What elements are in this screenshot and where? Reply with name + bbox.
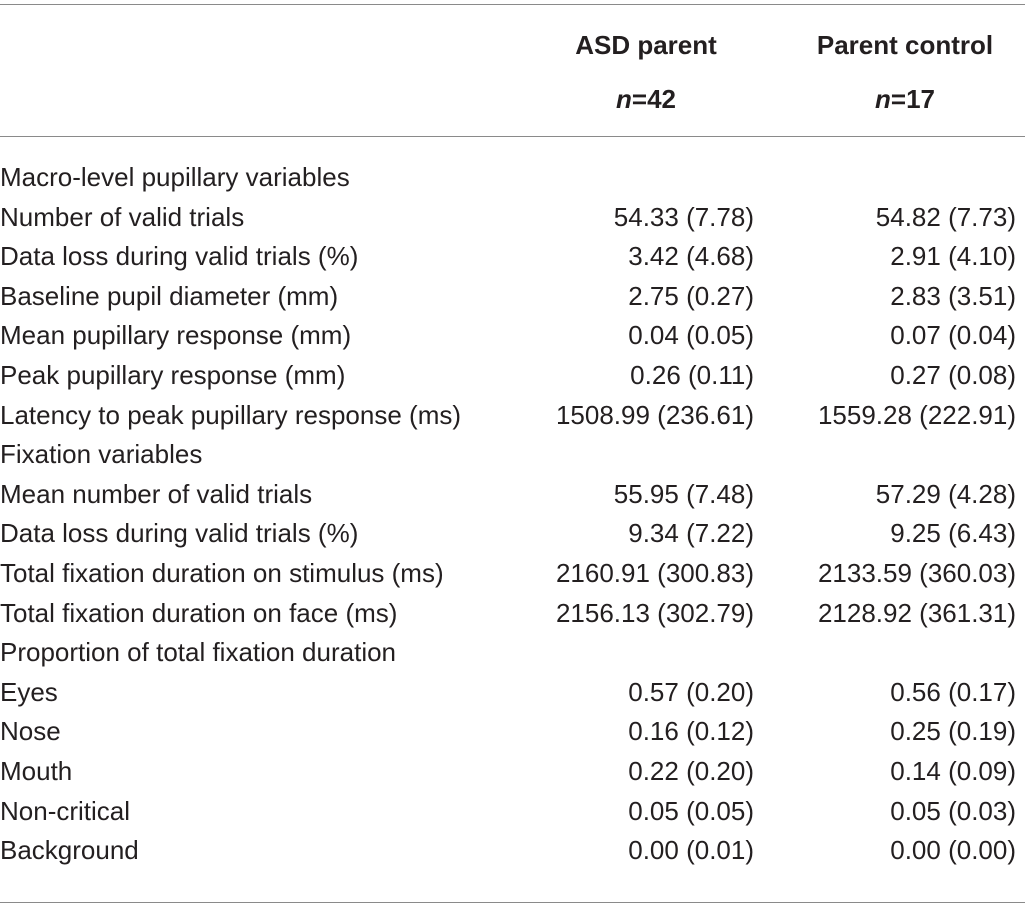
asd-parent-value: 0.26 (0.11) (630, 359, 754, 390)
n-value: =42 (631, 84, 676, 114)
row-label: Macro-level pupillary variables (0, 162, 350, 192)
table-row (0, 158, 1025, 198)
row-label: Fixation variables (0, 439, 203, 470)
n-letter: n (875, 84, 891, 114)
asd-parent-value: 9.34 (7.22) (628, 518, 754, 549)
parent-control-value: 0.07 (0.04) (890, 320, 1016, 351)
row-label: Number of valid trials (0, 201, 245, 232)
table-row (0, 673, 1025, 713)
header-divider-rule (0, 136, 1025, 137)
asd-parent-value: 1508.99 (236.61) (555, 399, 754, 430)
table-row (0, 752, 1025, 792)
table-row (0, 198, 1025, 238)
table-row (0, 316, 1025, 356)
row-label: Non-critical (0, 795, 131, 826)
asd-parent-value: 0.57 (0.20) (628, 676, 754, 707)
column-header-asd-n (540, 72, 752, 126)
parent-control-value: 0.25 (0.19) (890, 716, 1016, 747)
n-value: =17 (890, 84, 935, 114)
n-letter: n (616, 84, 632, 114)
asd-parent-value: 54.33 (7.78) (613, 201, 754, 232)
parent-control-value: 0.05 (0.03) (890, 795, 1016, 826)
column-header-asd-parent (540, 18, 752, 126)
table-top-rule (0, 4, 1025, 5)
table-bottom-rule (0, 902, 1025, 903)
parent-control-value: 2133.59 (360.03) (817, 557, 1016, 588)
row-label: Mouth (0, 755, 73, 786)
row-label: Baseline pupil diameter (mm) (0, 280, 339, 311)
row-label: Total fixation duration on face (ms) (0, 597, 398, 628)
table-row (0, 712, 1025, 752)
row-label: Proportion of total fixation duration (0, 637, 397, 668)
parent-control-value: 57.29 (4.28) (875, 478, 1016, 509)
parent-control-value: 0.14 (0.09) (890, 755, 1016, 786)
row-label: Data loss during valid trials (%) (0, 518, 359, 549)
table-row (0, 554, 1025, 594)
table-row (0, 237, 1025, 277)
asd-parent-value: 2156.13 (302.79) (555, 597, 754, 628)
table-row (0, 633, 1025, 673)
parent-control-value: 2.83 (3.51) (890, 280, 1016, 311)
row-label: Mean number of valid trials (0, 478, 313, 509)
parent-control-value: 0.56 (0.17) (890, 676, 1016, 707)
asd-parent-value: 0.00 (0.01) (628, 835, 754, 866)
parent-control-value: 1559.28 (222.91) (817, 399, 1016, 430)
table-row (0, 435, 1025, 475)
column-header-control-name: Parent control (816, 30, 994, 60)
row-label: Data loss during valid trials (%) (0, 241, 359, 272)
table-row (0, 792, 1025, 832)
parent-control-value: 2.91 (4.10) (890, 241, 1016, 272)
asd-parent-value: 3.42 (4.68) (628, 241, 754, 272)
table-row (0, 831, 1025, 871)
table-row (0, 594, 1025, 634)
row-label: Mean pupillary response (mm) (0, 320, 352, 351)
asd-parent-value: 0.16 (0.12) (628, 716, 754, 747)
asd-parent-value: 2160.91 (300.83) (555, 557, 754, 588)
table-row (0, 396, 1025, 436)
asd-parent-value: 55.95 (7.48) (613, 478, 754, 509)
parent-control-value: 0.27 (0.08) (890, 359, 1016, 390)
row-label: Nose (0, 716, 61, 747)
parent-control-value: 54.82 (7.73) (875, 201, 1016, 232)
asd-parent-value: 0.22 (0.20) (628, 755, 754, 786)
table-row (0, 277, 1025, 317)
column-header-parent-control (795, 18, 1015, 126)
table-body (0, 158, 1025, 871)
asd-parent-value: 0.05 (0.05) (628, 795, 754, 826)
table-row (0, 514, 1025, 554)
row-label: Peak pupillary response (mm) (0, 359, 346, 390)
parent-control-value: 2128.92 (361.31) (817, 597, 1016, 628)
column-header-control-n (795, 72, 1015, 126)
row-label: Background (0, 835, 139, 866)
table-row (0, 356, 1025, 396)
row-label: Total fixation duration on stimulus (ms) (0, 557, 444, 588)
column-header-asd-name: ASD parent (575, 30, 717, 60)
row-label: Latency to peak pupillary response (ms) (0, 399, 462, 430)
asd-parent-value: 2.75 (0.27) (628, 280, 754, 311)
table-row (0, 475, 1025, 515)
parent-control-value: 0.00 (0.00) (890, 835, 1016, 866)
parent-control-value: 9.25 (6.43) (890, 518, 1016, 549)
row-label: Eyes (0, 676, 58, 707)
asd-parent-value: 0.04 (0.05) (628, 320, 754, 351)
